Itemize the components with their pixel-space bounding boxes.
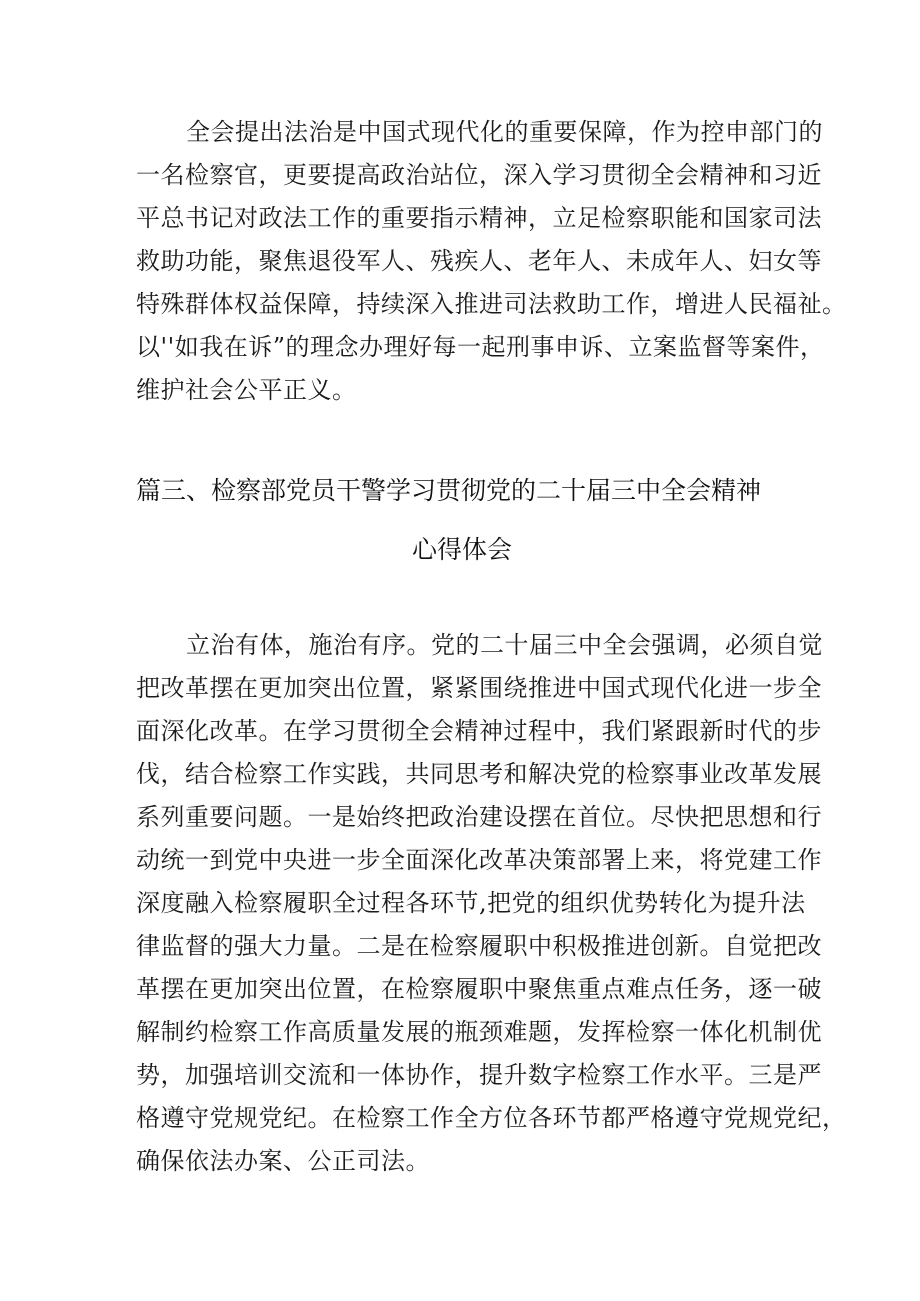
paragraph-2-line-9: 革摆在更加突出位置，在检察履职中聚焦重点难点任务，逐一破	[136, 975, 822, 1003]
paragraph-2-line-3: 面深化改革。在学习贯彻全会精神过程中，我们紧跟新时代的步	[136, 717, 822, 745]
paragraph-2-line-6: 动统一到党中央进一步全面深化改革决策部署上来，将党建工作	[136, 846, 822, 874]
paragraph-2-line-13: 确保依法办案、公正司法。	[136, 1147, 430, 1175]
paragraph-2-line-12: 格遵守党规党纪。在检察工作全方位各环节都严格遵守党规党纪，	[136, 1104, 847, 1132]
paragraph-2-line-7: 深度融入检察履职全过程各环节,把党的组织优势转化为提升法	[136, 889, 806, 917]
paragraph-2-line-10: 解制约检察工作高质量发展的瓶颈难题，发挥检察一体化机制优	[136, 1018, 822, 1046]
paragraph-2-line-2: 把改革摆在更加突出位置，紧紧围绕推进中国式现代化进一步全	[136, 674, 822, 702]
paragraph-1-line-6: 以''如我在诉”的理念办理好每一起刑事申诉、立案监督等案件，	[136, 333, 825, 361]
paragraph-1-line-3: 平总书记对政法工作的重要指示精神，立足检察职能和国家司法	[136, 204, 822, 232]
paragraph-1-line-2: 一名检察官，更要提高政治站位，深入学习贯彻全会精神和习近	[136, 161, 822, 189]
paragraph-1-line-1: 全会提出法治是中国式现代化的重要保障，作为控申部门的	[186, 118, 823, 146]
paragraph-1-line-5: 特殊群体权益保障，持续深入推进司法救助工作，增进人民福祉。	[136, 290, 847, 318]
heading-line-2: 心得体会	[412, 535, 513, 564]
paragraph-2-line-5: 系列重要问题。一是始终把政治建设摆在首位。尽快把思想和行	[136, 803, 822, 831]
paragraph-2-line-4: 伐，结合检察工作实践，共同思考和解决党的检察事业改革发展	[136, 760, 822, 788]
paragraph-1-line-4: 救助功能，聚焦退役军人、残疾人、老年人、未成年人、妇女等	[136, 247, 822, 275]
paragraph-2-line-8: 律监督的强大力量。二是在检察履职中积极推进创新。自觉把改	[136, 932, 822, 960]
paragraph-2-line-11: 势，加强培训交流和一体协作，提升数字检察工作水平。三是严	[136, 1061, 822, 1089]
heading-line-1: 篇三、检察部党员干警学习贯彻党的二十届三中全会精神	[136, 476, 762, 505]
paragraph-2-line-1: 立治有体，施治有序。党的二十届三中全会强调，必须自觉	[186, 631, 823, 659]
paragraph-1-line-7: 维护社会公平正义。	[136, 376, 357, 404]
